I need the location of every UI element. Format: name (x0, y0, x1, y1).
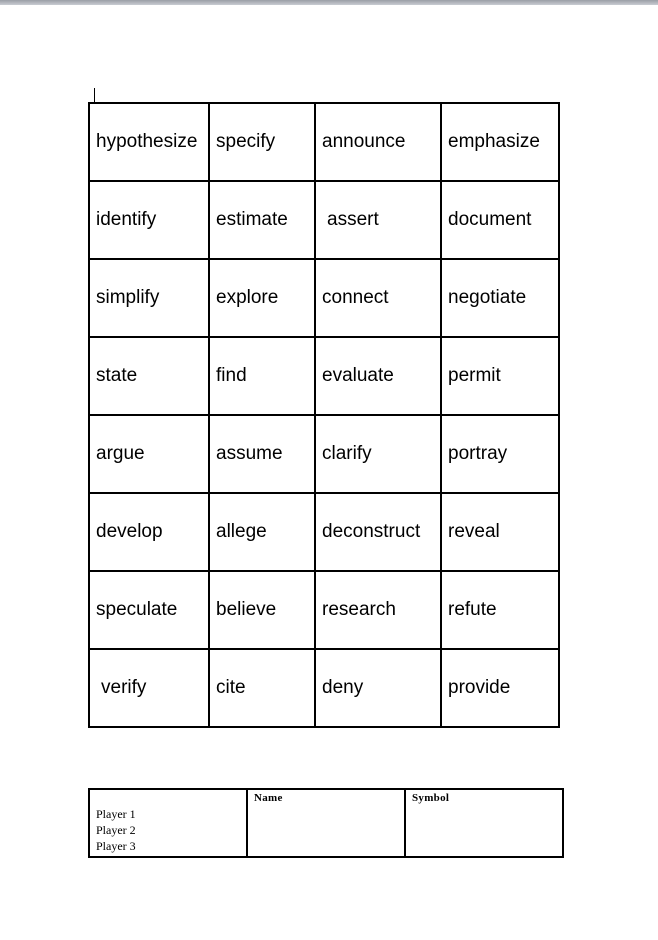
table-row (89, 181, 559, 259)
table-row (89, 649, 559, 727)
word-cell: argue (89, 415, 209, 493)
table-row (89, 415, 559, 493)
word-cell: allege (209, 493, 315, 571)
word-cell: verify (89, 649, 209, 727)
word-cell: document (441, 181, 559, 259)
players-cell (89, 789, 247, 857)
player-label: Player 3 (96, 839, 136, 853)
word-cell: deny (315, 649, 441, 727)
word-cell: simplify (89, 259, 209, 337)
word-cell: announce (315, 103, 441, 181)
player-label: Player 1 (96, 807, 136, 821)
table-row (89, 103, 559, 181)
word-cell: develop (89, 493, 209, 571)
word-cell: assume (209, 415, 315, 493)
symbol-column-cell (405, 789, 563, 857)
players-table (88, 788, 564, 858)
word-cell: emphasize (441, 103, 559, 181)
word-cell: connect (315, 259, 441, 337)
player-list (96, 792, 240, 854)
word-cell: deconstruct (315, 493, 441, 571)
table-row (89, 493, 559, 571)
name-column-cell (247, 789, 405, 857)
word-cell: portray (441, 415, 559, 493)
word-cell: permit (441, 337, 559, 415)
name-header: Name (254, 792, 283, 804)
word-cell: find (209, 337, 315, 415)
word-cell: research (315, 571, 441, 649)
word-cell: provide (441, 649, 559, 727)
word-cell: evaluate (315, 337, 441, 415)
word-cell: hypothesize (89, 103, 209, 181)
word-cell: believe (209, 571, 315, 649)
symbol-header: Symbol (412, 792, 450, 804)
word-cell: refute (441, 571, 559, 649)
word-cell: state (89, 337, 209, 415)
word-cell: specify (209, 103, 315, 181)
table-row (89, 789, 563, 857)
table-row (89, 259, 559, 337)
word-cell: speculate (89, 571, 209, 649)
text-cursor (94, 88, 95, 102)
word-cell: explore (209, 259, 315, 337)
table-row (89, 571, 559, 649)
word-cell: estimate (209, 181, 315, 259)
window-top-bar (0, 0, 658, 5)
table-row (89, 337, 559, 415)
word-cell: identify (89, 181, 209, 259)
word-cell: reveal (441, 493, 559, 571)
word-cell: assert (315, 181, 441, 259)
word-grid-table (88, 102, 560, 728)
word-cell: negotiate (441, 259, 559, 337)
word-cell: cite (209, 649, 315, 727)
word-cell: clarify (315, 415, 441, 493)
player-label: Player 2 (96, 823, 136, 837)
